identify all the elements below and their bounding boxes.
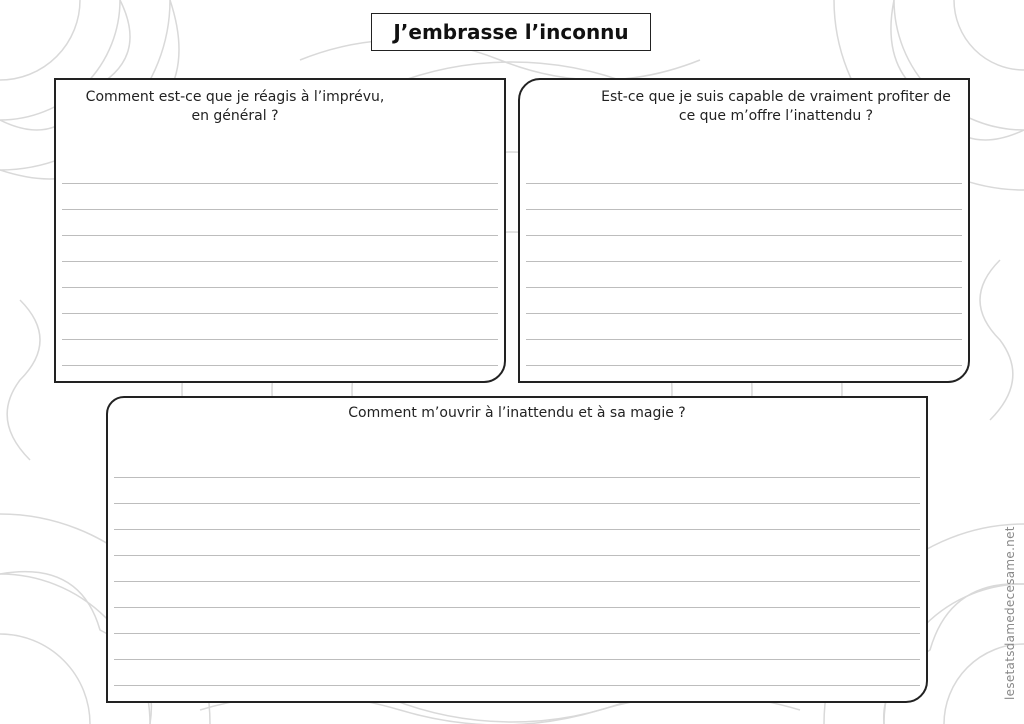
writing-line[interactable] [526,340,962,366]
writing-line[interactable] [114,660,920,686]
writing-line[interactable] [62,210,498,236]
writing-line[interactable] [114,478,920,504]
writing-line[interactable] [62,340,498,366]
writing-line[interactable] [62,262,498,288]
question-text: Comment m’ouvrir à l’inattendu et à sa magie ? [348,405,686,421]
writing-line[interactable] [526,210,962,236]
writing-line[interactable] [114,608,920,634]
writing-line[interactable] [114,634,920,660]
writing-line[interactable] [526,288,962,314]
writing-line[interactable] [114,556,920,582]
writing-line[interactable] [114,530,920,556]
question-text: Est-ce que je suis capable de vraiment profiter de ce que m’offre l’inattendu ? [601,89,951,124]
writing-line[interactable] [526,236,962,262]
writing-lines[interactable] [526,158,962,366]
writing-line[interactable] [114,452,920,478]
worksheet-title: J’embrasse l’inconnu [371,13,651,51]
question-box-enjoy-unexpected [518,78,970,383]
writing-line[interactable] [62,158,498,184]
writing-line[interactable] [526,158,962,184]
writing-line[interactable] [62,236,498,262]
writing-line[interactable] [526,184,962,210]
writing-line[interactable] [526,314,962,340]
writing-line[interactable] [526,262,962,288]
writing-line[interactable] [114,686,920,703]
question-box-unexpected-reaction [54,78,506,383]
writing-line[interactable] [114,582,920,608]
question-box-open-to-magic [106,396,928,703]
writing-line[interactable] [62,288,498,314]
site-watermark: lesetatsdamedecesame.net [1003,526,1017,700]
writing-line[interactable] [62,314,498,340]
question-text: Comment est-ce que je réagis à l’imprévu, en général ? [85,89,385,124]
writing-line[interactable] [62,184,498,210]
writing-line[interactable] [114,504,920,530]
writing-lines[interactable] [114,452,920,703]
writing-lines[interactable] [62,158,498,366]
